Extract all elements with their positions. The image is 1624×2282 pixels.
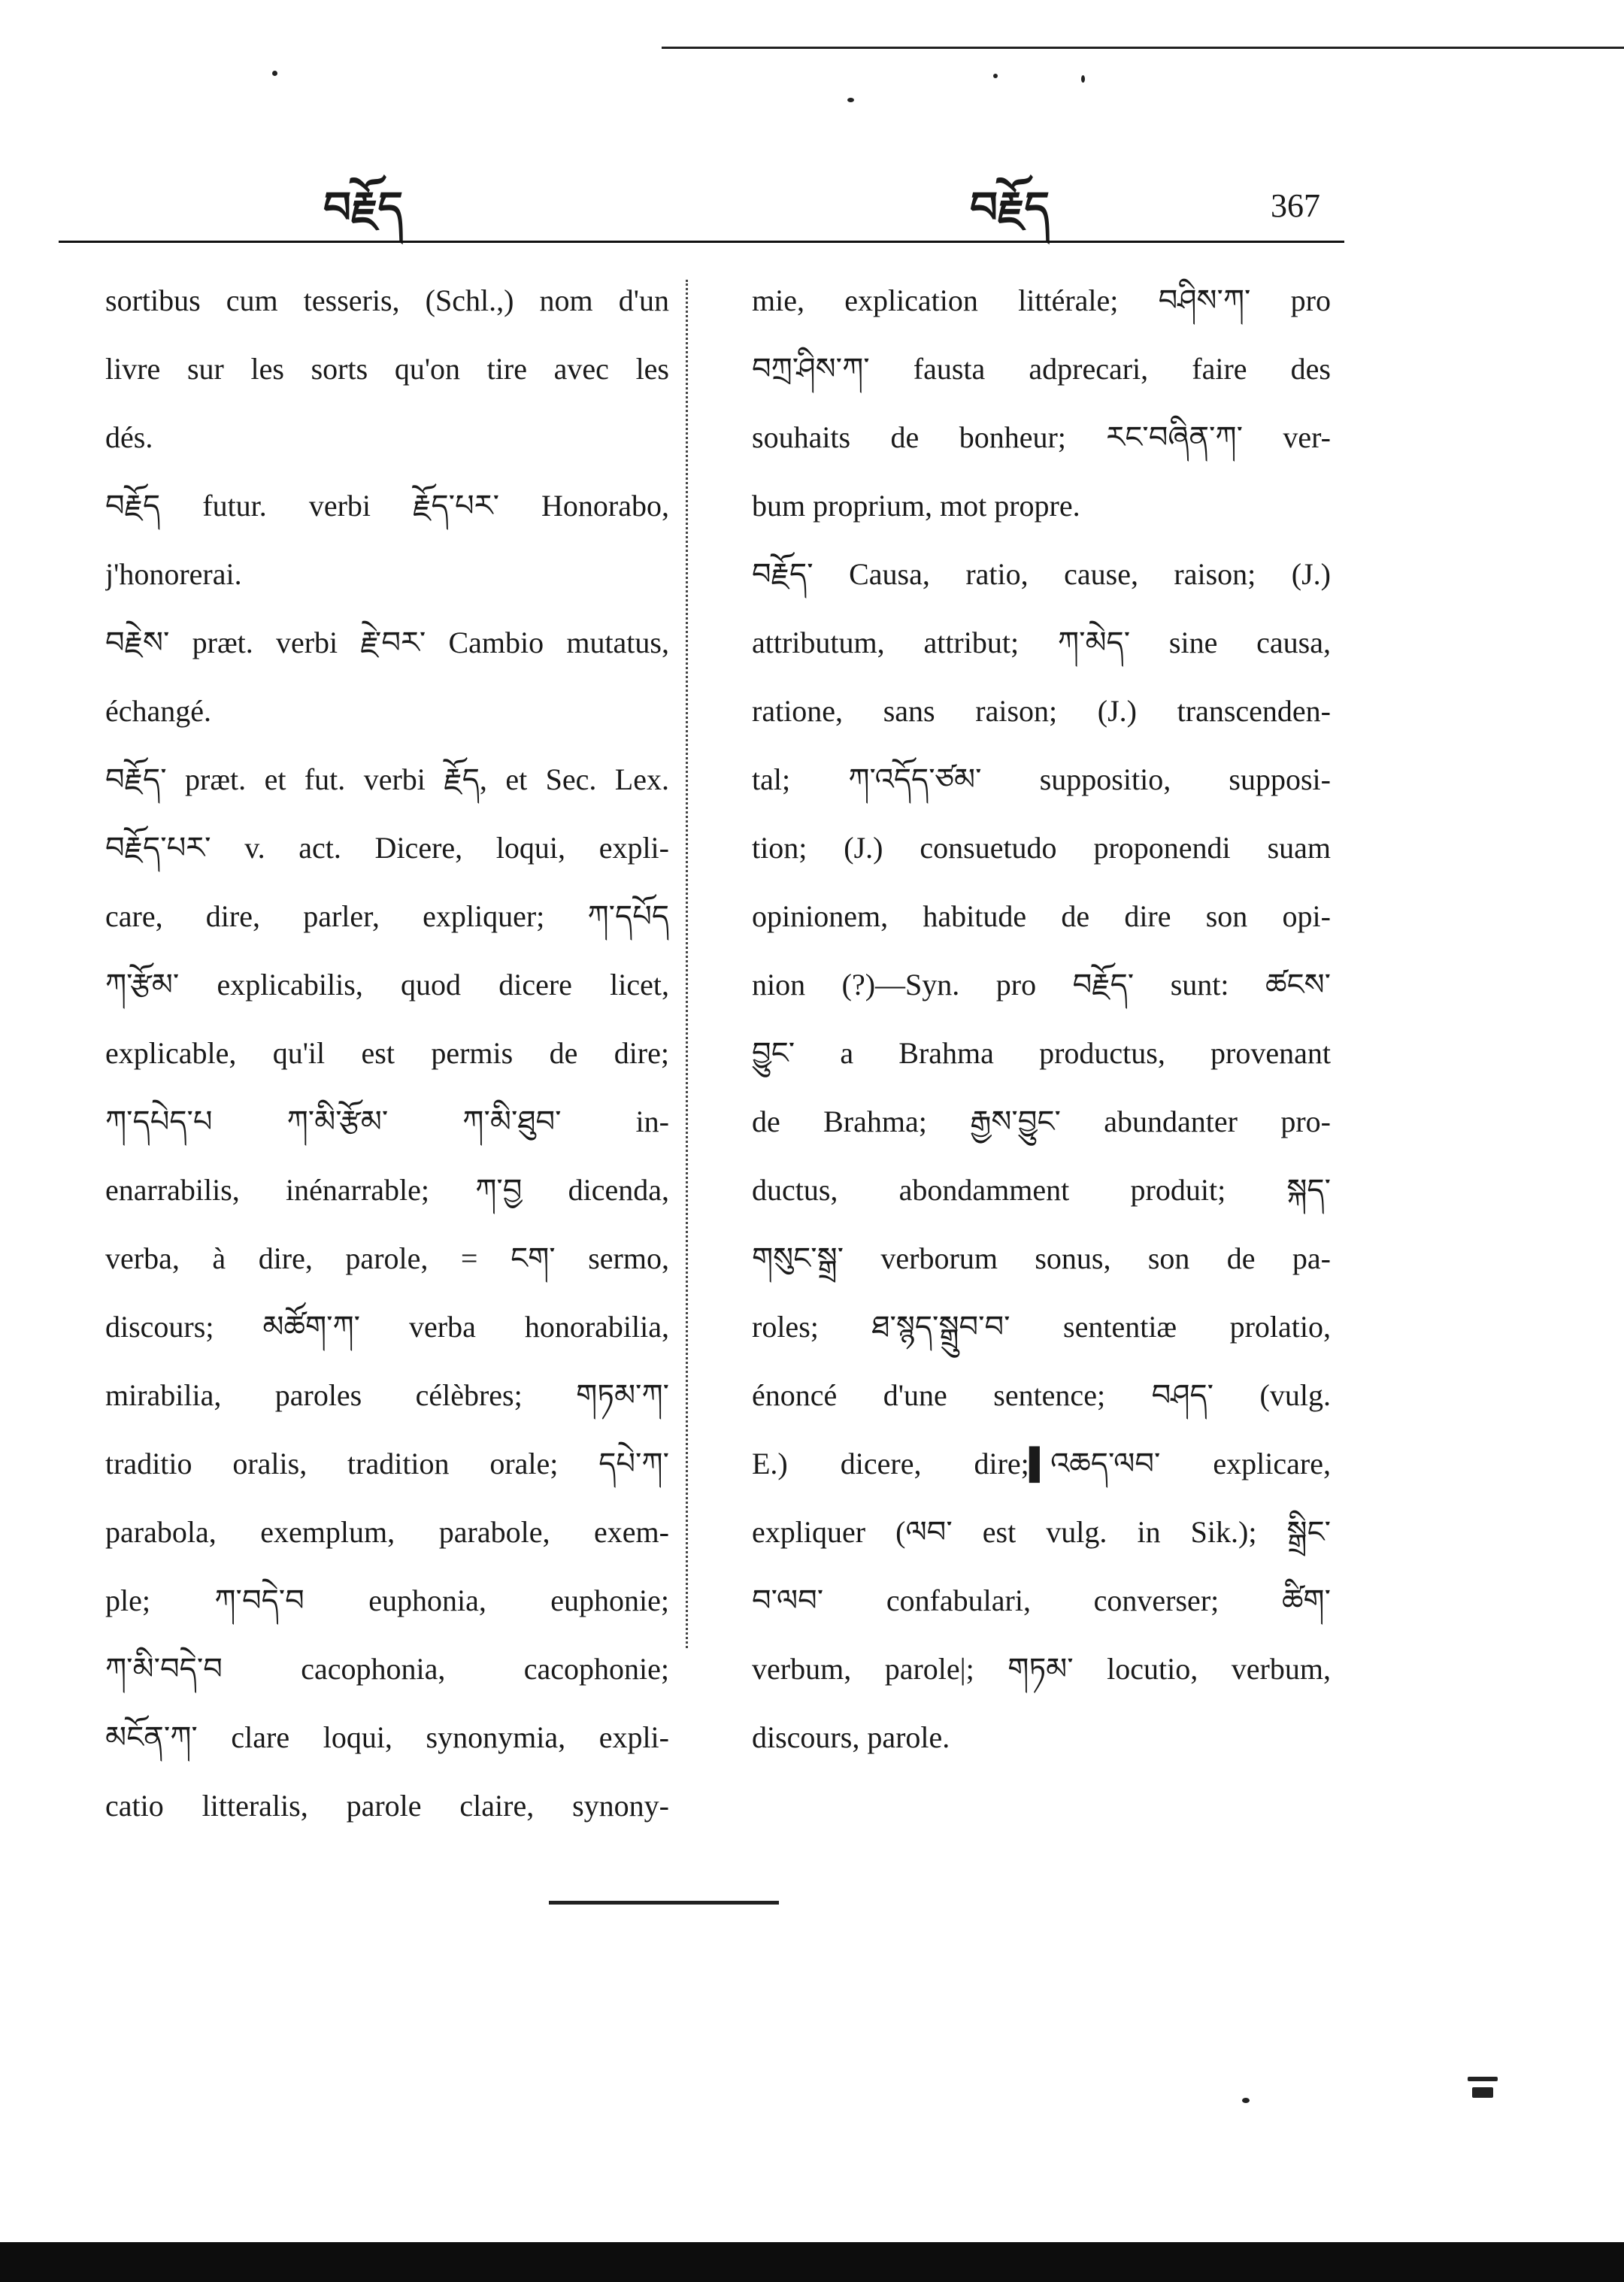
left-line: བརྗོད་ præt. et fut. verbi རྗོད, et Sec. Lex.	[105, 762, 669, 796]
left-line: བརྗོད་པར་ v. act. Dicere, loqui, expli-	[105, 831, 669, 865]
end-rule	[549, 1901, 779, 1905]
left-line: care, dire, parler, expliquer; ཀ་དཔོད	[105, 899, 669, 933]
right-line: opinionem, habitude de dire son opi-	[752, 899, 1331, 933]
right-line: expliquer (ལབ་ est vulg. in Sik.); སྒྲིང་	[752, 1515, 1331, 1549]
ink-speck	[1468, 2077, 1498, 2081]
left-line: བརྗོད futur. verbi རྗོད་པར་ Honorabo,	[105, 489, 669, 523]
right-line: discours, parole.	[752, 1720, 950, 1754]
left-line: ཀ་དཔེད་པ ཀ་མི་རྩོམ་ ཀ་མི་ཐུབ་ in-	[105, 1105, 669, 1138]
left-line: enarrabilis, inénarrable; ཀ་བྱ dicenda,	[105, 1173, 669, 1207]
right-line: attributum, attribut; ཀ་མེད་ sine causa,	[752, 626, 1331, 659]
running-head-right: བརྗོད	[970, 182, 1050, 233]
right-line: ductus, abondamment produit; སྐད་	[752, 1173, 1331, 1207]
header-rule	[59, 241, 1344, 243]
left-line: échangé.	[105, 694, 212, 728]
right-line: énoncé d'une sentence; བཤད་ (vulg.	[752, 1378, 1331, 1412]
right-line: souhaits de bonheur; རང་བཞིན་ཀ་ ver-	[752, 420, 1331, 454]
left-line: traditio oralis, tradition orale; དཔེ་ཀ་	[105, 1447, 669, 1480]
right-line: བྱུང་ a Brahma productus, provenant	[752, 1036, 1331, 1070]
right-column	[752, 266, 1331, 1771]
right-line: tion; (J.) consuetudo proponendi suam	[752, 831, 1331, 865]
left-column	[105, 266, 669, 1840]
ink-speck	[272, 71, 277, 76]
left-line: mirabilia, paroles célèbres; གཏམ་ཀ་	[105, 1378, 669, 1412]
ink-speck	[1081, 75, 1085, 83]
left-line: parabola, exemplum, parabole, exem-	[105, 1515, 669, 1549]
left-line: ཀ་རྩོམ་ explicabilis, quod dicere licet,	[105, 968, 669, 1002]
right-line: bum proprium, mot propre.	[752, 489, 1080, 523]
left-line: མངོན་ཀ་ clare loqui, synonymia, expli-	[105, 1720, 669, 1754]
ink-speck	[993, 74, 998, 78]
left-line: verba, à dire, parole, = ངག་ sermo,	[105, 1241, 669, 1275]
left-line: livre sur les sorts qu'on tire avec les	[105, 352, 669, 386]
right-line: verbum, parole|; གཏམ་ locutio, verbum,	[752, 1652, 1331, 1686]
right-line: tal; ཀ་འདོད་ཙམ་ suppositio, supposi-	[752, 762, 1331, 796]
left-line: dés.	[105, 420, 153, 454]
right-line: nion (?)—Syn. pro བརྗོད་ sunt: ཚངས་	[752, 968, 1331, 1002]
left-line: བརྗེས་ præt. verbi རྗེ་བར་ Cambio mutatus,	[105, 626, 669, 659]
ink-speck	[1242, 2098, 1250, 2103]
right-line: བཀྲ་ཤིས་ཀ་ fausta adprecari, faire des	[752, 352, 1331, 386]
left-line: explicable, qu'il est permis de dire;	[105, 1036, 669, 1070]
right-line: གསུང་སྒྲ་ verborum sonus, son de pa-	[752, 1241, 1331, 1275]
ink-speck	[1472, 2087, 1493, 2098]
top-edge-rule	[662, 47, 1624, 49]
right-line: roles; ཐ་སྙད་སྒྲུབ་བ་ sententiæ prolatio,	[752, 1310, 1331, 1344]
left-line: discours; མཚོག་ཀ་ verba honorabilia,	[105, 1310, 669, 1344]
ink-speck	[847, 98, 854, 102]
page-number: 367	[1271, 187, 1320, 224]
left-line: j'honorerai.	[105, 557, 242, 591]
right-line: བ་ལབ་ confabulari, converser; ཚིག་	[752, 1583, 1331, 1617]
scan-bottom-band	[0, 2242, 1624, 2282]
left-line: sortibus cum tesseris, (Schl.,) nom d'un	[105, 283, 669, 317]
left-line: ple; ཀ་བདེ་བ euphonia, euphonie;	[105, 1583, 669, 1617]
right-line: E.) dicere, dire;▌འཆད་ལབ་ explicare,	[752, 1447, 1331, 1480]
right-line: mie, explication littérale; བཤིས་ཀ་ pro	[752, 283, 1331, 317]
running-head-left: བརྗོད	[323, 182, 404, 233]
left-line: catio litteralis, parole claire, synony-	[105, 1789, 669, 1823]
left-line: ཀ་མི་བདེ་བ cacophonia, cacophonie;	[105, 1652, 669, 1686]
column-divider	[686, 280, 688, 1648]
right-line: ratione, sans raison; (J.) transcenden-	[752, 694, 1331, 728]
right-line: བརྗོད་ Causa, ratio, cause, raison; (J.)	[752, 557, 1331, 591]
right-line: de Brahma; རྒྱས་བྱུང་ abundanter pro-	[752, 1105, 1331, 1138]
